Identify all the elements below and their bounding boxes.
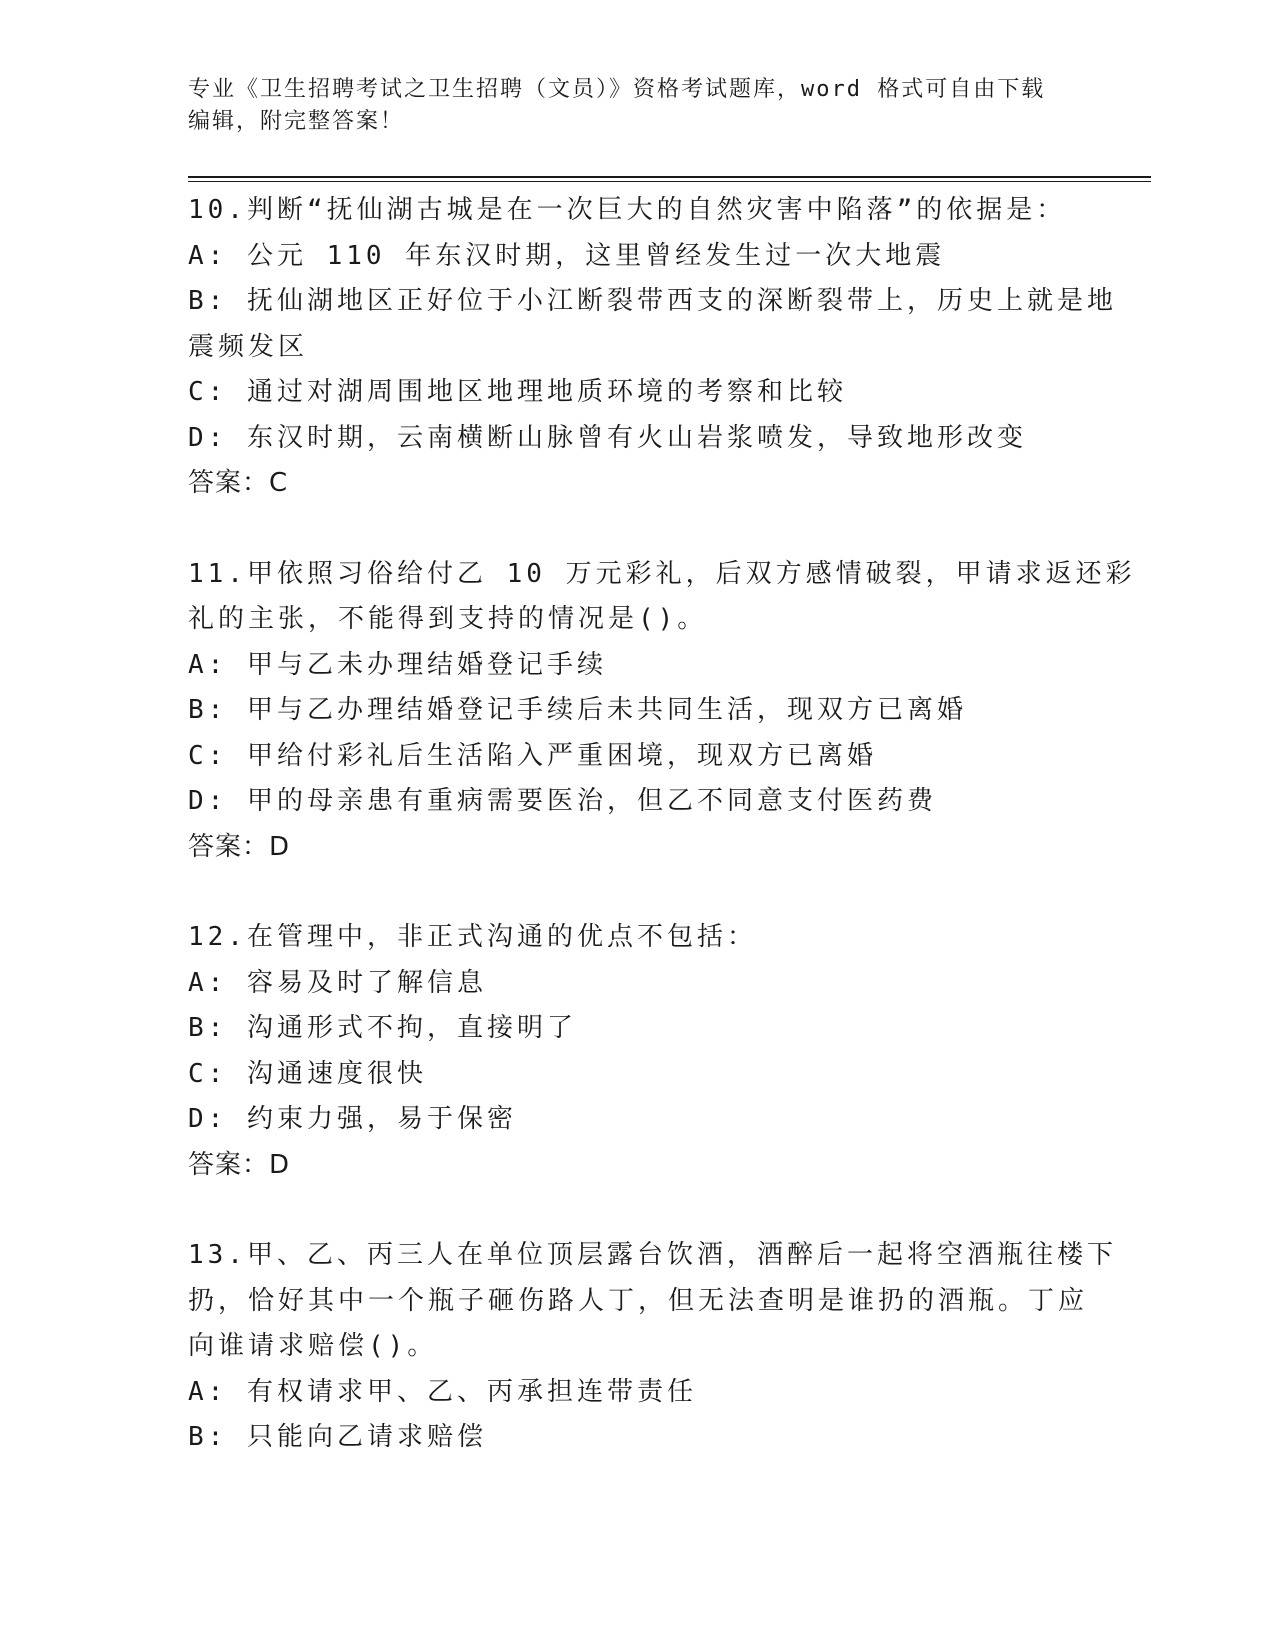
answer: 答案：D [188,831,291,862]
question-gap [188,870,1088,915]
question-stem-continued: 扔，恰好其中一个瓶子砸伤路人丁，但无法查明是谁扔的酒瓶。丁应 [188,1285,1089,1316]
option-d: D: 约束力强，易于保密 [188,1104,517,1134]
option-c: C: 沟通速度很快 [188,1058,427,1089]
option-d: D: 甲的母亲患有重病需要医治，但乙不同意支付医药费 [188,786,937,816]
question-stem: 12.在管理中，非正式沟通的优点不包括： [188,922,757,952]
document-header [188,74,1088,138]
question-stem-continued: 向谁请求赔偿()。 [188,1331,438,1361]
question-gap [188,507,1088,552]
question-gap [188,1188,1088,1233]
question-stem: 10.判断“抚仙湖古城是在一次巨大的自然灾害中陷落”的依据是： [188,195,1067,225]
option-d: D: 东汉时期，云南横断山脉曾有火山岩浆喷发，导致地形改变 [188,422,1027,453]
question-13 [188,1233,1117,1461]
question-list [188,188,1136,1461]
header-divider [188,176,1151,182]
question-10 [188,188,1117,507]
answer: 答案：C [188,468,289,498]
option-c: C: 通过对湖周围地区地理地质环境的考察和比较 [188,377,847,407]
question-11 [188,552,1136,871]
option-b: B: 沟通形式不拘，直接明了 [188,1013,577,1043]
question-stem: 11.甲依照习俗给付乙 10 万元彩礼，后双方感情破裂，甲请求返还彩 [188,558,1136,589]
option-a: A: 容易及时了解信息 [188,967,487,998]
option-b: B: 甲与乙办理结婚登记手续后未共同生活，现双方已离婚 [188,695,967,725]
question-stem: 13.甲、乙、丙三人在单位顶层露台饮酒，酒醉后一起将空酒瓶往楼下 [188,1240,1117,1270]
option-b-continued: 震频发区 [188,331,309,362]
option-a: A: 公元 110 年东汉时期，这里曾经发生过一次大地震 [188,240,946,271]
answer: 答案：D [188,1149,291,1180]
question-12 [188,915,1088,1188]
option-a: A: 甲与乙未办理结婚登记手续 [188,649,607,680]
header-line-2: 编辑，附完整答案！ [188,109,405,134]
option-b: B: 抚仙湖地区正好位于小江断裂带西支的深断裂带上，历史上就是地 [188,286,1117,316]
option-c: C: 甲给付彩礼后生活陷入严重困境，现双方已离婚 [188,740,877,771]
header-line-1: 专业《卫生招聘考试之卫生招聘（文员）》资格考试题库，word 格式可自由下载 [188,77,1046,102]
option-b: B: 只能向乙请求赔偿 [188,1422,487,1452]
option-a: A: 有权请求甲、乙、丙承担连带责任 [188,1376,697,1407]
question-stem-continued: 礼的主张，不能得到支持的情况是()。 [188,604,708,634]
